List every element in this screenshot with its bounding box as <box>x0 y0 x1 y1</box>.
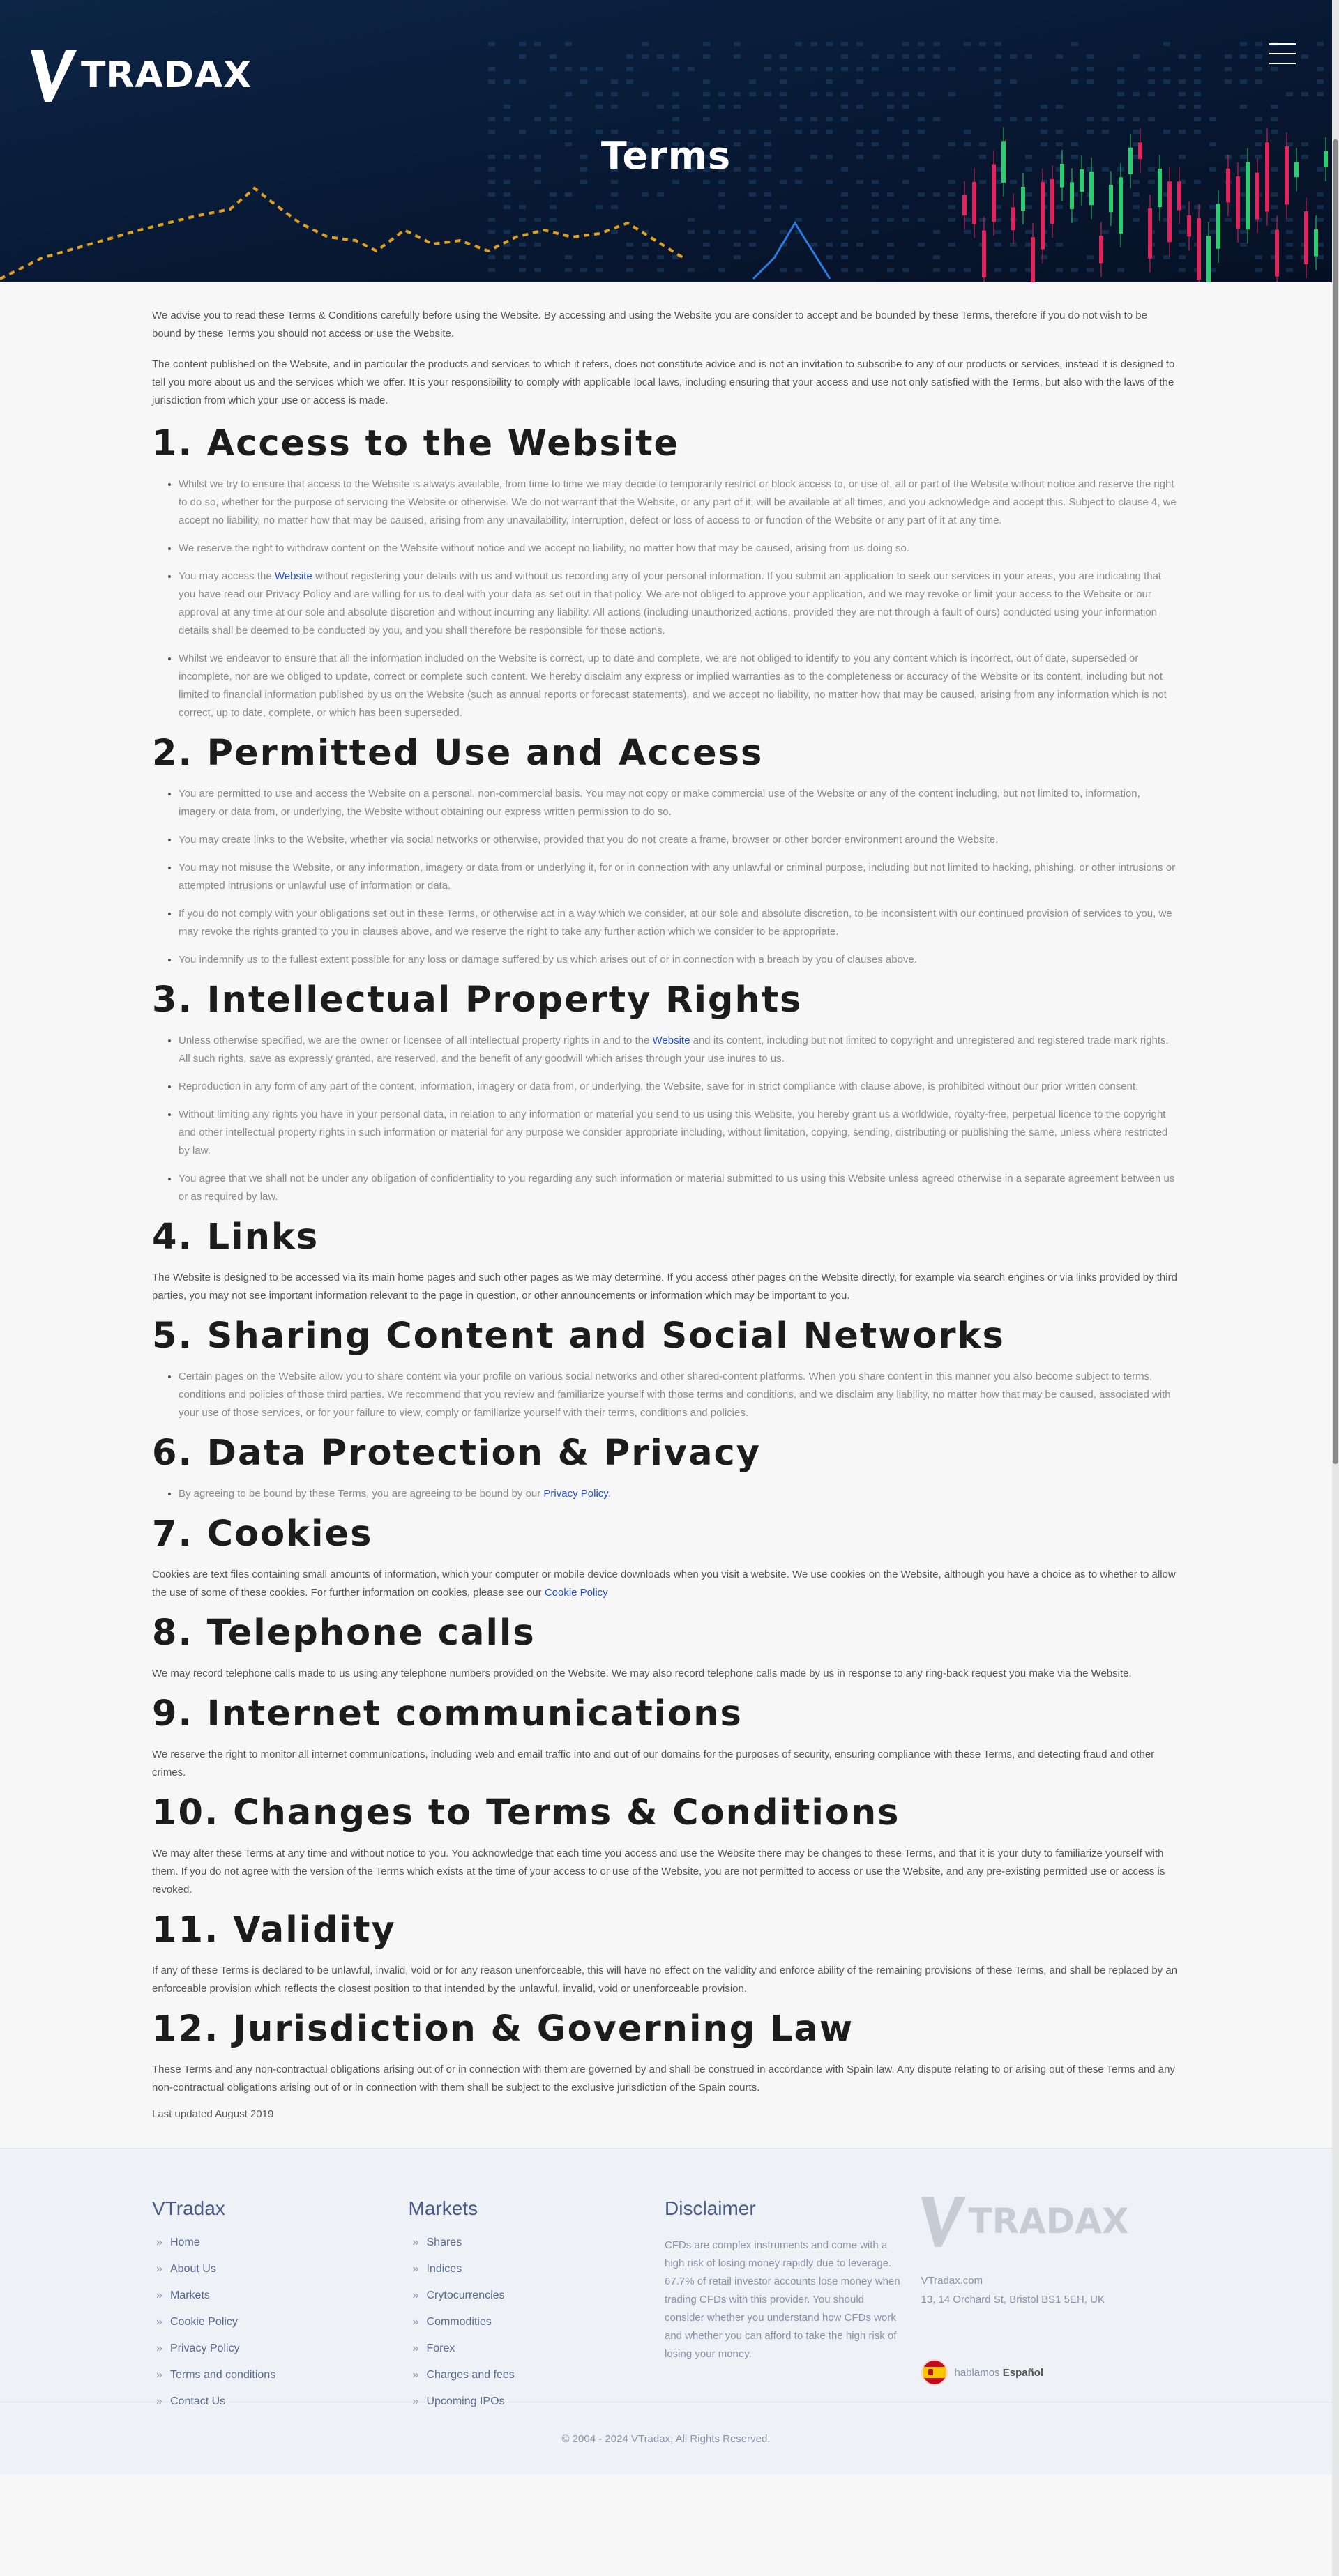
footer-link-home[interactable]: » Home <box>152 2236 409 2249</box>
footer-col-markets <box>409 2197 665 2422</box>
footer-link-forex[interactable]: » Forex <box>409 2342 665 2355</box>
footer-site: VTradax.com <box>921 2275 983 2287</box>
footer-link-cookie-policy[interactable]: » Cookie Policy <box>152 2316 409 2329</box>
section-changes <box>152 1792 1177 1899</box>
footer-col-disclaimer <box>665 2197 921 2422</box>
footer-link-markets[interactable]: » Markets <box>152 2289 409 2302</box>
footer-link-indices[interactable]: » Indices <box>409 2263 665 2276</box>
menu-hamburger-icon[interactable] <box>1269 43 1296 64</box>
list-item: • Whilst we try to ensure that access to the Website is always available, from time to time we may decide to temporarily restrict or block access to, or use of, all or part of the Website without notice and reserve the right to do so, whether for the purpose of servicing the Website or otherwise. We do not warrant that the Website, or any part of it, will be available at all times, and you acknowledge and accept this. Subject to clause 4, we accept no liability, no matter how that may be caused, arising from any unavailability, interruption, defect or loss of access to or function of the Website or any part of it at any time. <box>179 475 1177 530</box>
lang-prefix: hablamos <box>954 2366 1000 2379</box>
section-data-protection <box>152 1432 1177 1503</box>
section-heading: 9. Internet communications <box>152 1693 743 1735</box>
spain-flag-icon <box>921 2359 948 2386</box>
list-item: • Whilst we endeavor to ensure that all the information included on the Website is correct, up to date and complete, we are not obliged to identify to you any content which is incorrect, out of date, superseded or incomplete, nor are we obliged to update, correct or complete such content. We hereby disclaim any express or implied warranties as to the completeness or accuracy of the Website or its content, including but not limited to financial information published by us on the Website (such as annual reports or forecast statements), and we accept no liability, no matter how that may be caused, arising from any information which is not correct, up to date, complete, or which has been superseded. <box>179 650 1177 722</box>
site-footer <box>0 2148 1339 2475</box>
section-text: We may record telephone calls made to us using any telephone numbers provided on the Website. We may also record telephone calls made by us in response to any ring-back request you make via the Website. <box>152 1668 1132 1679</box>
section-text: Cookies are text files containing small amounts of information, which your computer or mobile device downloads when you visit a website. We use cookies on the Website, although you have a choice as to whether to allow the use of some of these cookies. For further information on cookies, please see our Cookie Policy <box>152 1569 1176 1599</box>
footer-col-contact <box>921 2197 1178 2422</box>
last-updated: Last updated August 2019 <box>152 2108 274 2120</box>
section-sharing <box>152 1315 1177 1422</box>
section-text: These Terms and any non-contractual obligations arising out of or in connection with them are governed by and shall be construed in accordance with Spain law. Any dispute relating to or arising out of these Terms and any non-contractual obligations arising out of or in connection with them shall be subject to the exclusive jurisdiction of the Spain courts. <box>152 2064 1175 2094</box>
footer-heading: Disclaimer <box>665 2197 756 2219</box>
footer-logo[interactable] <box>921 2195 1178 2248</box>
brand-name: TRADAX <box>81 54 252 96</box>
list-item: • Unless otherwise specified, we are the owner or licensee of all intellectual property rights in and to the Website and its content, including but not limited to copyright and unregistered and registered trade mark rights. All such rights, save as expressly granted, are reserved, and the benefit of any goodwill which arises through your use inures to us. <box>179 1032 1177 1068</box>
footer-link-shares[interactable]: » Shares <box>409 2236 665 2249</box>
footer-link-charges[interactable]: » Charges and fees <box>409 2369 665 2381</box>
list-item: • You may access the Website without registering your details with us and without us recording any of your personal information. If you submit an application to seek our services in your areas, you are indicating that you have read our Privacy Policy and are willing for us to deal with your data as set out in that policy. We are not obliged to approve your application, and we may revoke or limit your access to the Website or our approval at any time at our sole and absolute discretion and without incurring any liability. All actions (including unauthorized actions, provided they are not through a fault of ours) conducted using your information details shall be deemed to be conducted by you, and you shall therefore be responsible for those actions. <box>179 567 1177 640</box>
privacy-policy-link[interactable]: Privacy Policy <box>543 1488 608 1500</box>
section-jurisdiction <box>152 2008 1177 2097</box>
lang-name: Español <box>1002 2366 1044 2379</box>
list-item: • Reproduction in any form of any part of the content, information, imagery or data from, or underlying, the Website, save for in strict compliance with clause above, is prohibited without our prior written consent. <box>179 1078 1177 1096</box>
section-links <box>152 1216 1177 1305</box>
v-logo-icon <box>921 2195 966 2248</box>
intro-paragraph-1: We advise you to read these Terms & Conditions carefully before using the Website. By accessing and using the Website you are consider to accept and be bounded by these Terms, therefore if you do not wish to be bound by these Terms you should not access or use the Website. <box>152 310 1147 340</box>
list-item: • You agree that we shall not be under any obligation of confidentiality to you regarding any such information or material submitted to us using this Website unless agreed otherwise in a separate agreement between us or as required by law. <box>179 1170 1177 1206</box>
section-heading: 6. Data Protection & Privacy <box>152 1433 762 1474</box>
footer-link-about[interactable]: » About Us <box>152 2263 409 2276</box>
footer-brand-name: TRADAX <box>968 2201 1129 2241</box>
footer-heading: Markets <box>408 2197 478 2219</box>
section-internet <box>152 1693 1177 1782</box>
section-heading: 12. Jurisdiction & Governing Law <box>152 2009 854 2050</box>
section-heading: 2. Permitted Use and Access <box>152 733 764 774</box>
list-item: • Certain pages on the Website allow you to share content via your profile on various social networks and other shared-content platforms. When you share content in this manner you also become subject to terms, conditions and policies of those third parties. We recommend that you review and familiarize yourself with those terms and conditions, and we disclaim any liability, no matter how that may be caused, associated with your use of those services, or for your failure to view, comply or familiarize yourself with their terms, conditions and policies. <box>179 1368 1177 1422</box>
intro-paragraph-2: The content published on the Website, and in particular the products and services to which it refers, does not constitute advice and is not an invitation to subscribe to any of our products or services, instead it is designed to tell you more about us and the services which we offer. It is your responsibility to comply with applicable local laws, including ensuring that your access and use not only satisfied with the Terms, but also with the laws of the jurisdiction from which your use or access is made. <box>152 358 1175 406</box>
list-item: • If you do not comply with your obligations set out in these Terms, or otherwise act in a way which we consider, at our sole and absolute discretion, to be inconsistent with our continued provision of services to you, we may revoke the rights granted to you in clauses above, and we reserve the right to take any further action which we consider to be appropriate. <box>179 905 1177 941</box>
section-heading: 5. Sharing Content and Social Networks <box>152 1316 1005 1357</box>
v-logo-icon <box>31 49 77 102</box>
copyright: © 2004 - 2024 VTradax, All Rights Reserved. <box>0 2402 1332 2475</box>
section-text: If any of these Terms is declared to be unlawful, invalid, void or for any reason unenforceable, this will have no effect on the validity and enforce ability of the remaining provisions of these Terms, and shall be replaced by an enforceable provision which reflects the closest position to that intended by the unlawful, invalid, void or unenforceable provision. <box>152 1965 1178 1995</box>
page-scrollbar[interactable] <box>1332 0 1339 2576</box>
footer-heading: VTradax <box>152 2197 225 2219</box>
list-item: • You may create links to the Website, whether via social networks or otherwise, provided that you do not create a frame, browser or other border environment around the Website. <box>179 831 1177 849</box>
section-text: We reserve the right to monitor all internet communications, including web and email traffic into and out of our domains for the purposes of security, ensuring compliance with these Terms, and detecting fraud and other crimes. <box>152 1748 1155 1778</box>
footer-link-terms[interactable]: » Terms and conditions <box>152 2369 409 2381</box>
section-heading: 11. Validity <box>152 1910 396 1951</box>
terms-content <box>152 282 1177 2148</box>
disclaimer-text: CFDs are complex instruments and come with a high risk of losing money rapidly due to leverage. 67.7% of retail investor accounts lose money when trading CFDs with this provider. You should consider whether you understand how CFDs work and whether you can afford to take the high risk of losing your money. <box>665 2239 900 2360</box>
footer-link-crypto[interactable]: » Crytocurrencies <box>409 2289 665 2302</box>
website-link[interactable]: Website <box>652 1035 690 1046</box>
section-heading: 4. Links <box>152 1217 319 1258</box>
page-title: Terms <box>600 134 732 178</box>
list-item: • We reserve the right to withdraw content on the Website without notice and we accept no liability, no matter how that may be caused, arising from us doing so. <box>179 540 1177 558</box>
section-heading: 10. Changes to Terms & Conditions <box>152 1792 900 1834</box>
section-heading: 1. Access to the Website <box>152 423 680 464</box>
footer-col-company <box>152 2197 409 2422</box>
footer-link-commodities[interactable]: » Commodities <box>409 2316 665 2329</box>
hero-banner <box>0 0 1339 282</box>
scrollbar-thumb[interactable] <box>1333 139 1338 1464</box>
section-permitted-use <box>152 732 1177 969</box>
section-access <box>152 422 1177 722</box>
section-heading: 8. Telephone calls <box>152 1613 536 1654</box>
list-item: • You are permitted to use and access the Website on a personal, non-commercial basis. You may not copy or make commercial use of the Website or any of the content including, but not limited to, information, imagery or data from, or underlying, the Website without obtaining our express written permission to do so. <box>179 785 1177 821</box>
footer-link-privacy-policy[interactable]: » Privacy Policy <box>152 2342 409 2355</box>
language-selector[interactable] <box>921 2359 1178 2386</box>
section-telephone <box>152 1612 1177 1683</box>
brand-logo[interactable] <box>31 49 252 102</box>
footer-address: 13, 14 Orchard St, Bristol BS1 5EH, UK <box>921 2294 1105 2306</box>
section-heading: 3. Intellectual Property Rights <box>152 980 803 1021</box>
footer-link-contact[interactable]: » Contact Us <box>152 2395 409 2408</box>
section-heading: 7. Cookies <box>152 1514 373 1555</box>
list-item: • By agreeing to be bound by these Terms, you are agreeing to be bound by our Privacy Policy. <box>179 1485 1177 1503</box>
section-text: We may alter these Terms at any time and without notice to you. You acknowledge that each time you access and use the Website there may be changes to these Terms, and that it is your duty to familiarize yourself with them. If you do not agree with the version of the Terms which exists at the time of your access to or use of the Website, you are not permitted to access or use the Website, and any pre-existing permitted use or access is revoked. <box>152 1847 1165 1896</box>
footer-link-ipos[interactable]: » Upcoming IPOs <box>409 2395 665 2408</box>
list-item: • You may not misuse the Website, or any information, imagery or data from or underlying it, for or in connection with any unlawful or criminal purpose, including but not limited to hacking, phishing, or other intrusions or attempted intrusions or unlawful use of information or data. <box>179 859 1177 895</box>
website-link[interactable]: Website <box>274 570 312 582</box>
list-item: • You indemnify us to the fullest extent possible for any loss or damage suffered by us which arises out of or in connection with a breach by you of clauses above. <box>179 951 1177 969</box>
section-text: The Website is designed to be accessed via its main home pages and such other pages as we may determine. If you access other pages on the Website directly, for example via search engines or via links provided by third parties, you may not see important information relevant to the page in question, or other announcements or information which may be important to you. <box>152 1272 1177 1302</box>
section-cookies <box>152 1513 1177 1602</box>
section-ip-rights <box>152 979 1177 1206</box>
list-item: • Without limiting any rights you have in your personal data, in relation to any information or material you send to us using this Website, you hereby grant us a worldwide, royalty-free, perpetual licence to the copyright and other intellectual property rights in such information or material for any purpose we consider appropriate including, without limitation, copying, sending, distributing or publishing the same, unless where restricted by law. <box>179 1106 1177 1160</box>
section-validity <box>152 1909 1177 1998</box>
cookie-policy-link[interactable]: Cookie Policy <box>544 1587 608 1599</box>
